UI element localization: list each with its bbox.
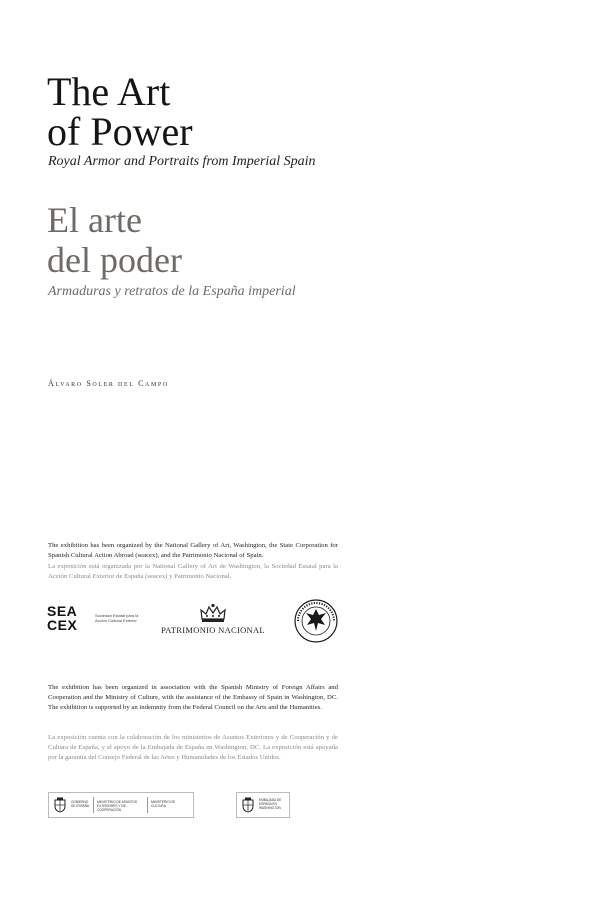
patrimonio-nacional-logo (158, 603, 268, 641)
seacex-logo (47, 604, 157, 638)
gov-divider (93, 797, 94, 813)
seacex-mark-line2: CEX (47, 617, 78, 633)
patrimonio-label: PATRIMONIO NACIONAL (161, 625, 265, 635)
title-english (47, 69, 193, 154)
author-name: Álvaro Soler del Campo (48, 379, 169, 388)
seacex-mark (47, 604, 77, 632)
national-gallery-seal-icon (294, 599, 338, 643)
gov-divider (147, 797, 148, 813)
credits-1-spanish: La exposición está organizada por la National Gallery of Art de Washington, la Sociedad Estatal para la Acción Cultural Exterior de España (seacex) y Patrimonio Nacional. (48, 563, 338, 580)
crown-icon (198, 603, 228, 623)
ministry-culture-label: MINISTERIO DE CULTURA (151, 800, 175, 808)
credits-1-english: The exhibition has been organized by the National Gallery of Art, Washington, the State Corporation for Spanish Cultural Action Abroad (seacex), and the Patrimonio Nacional of Spain. (48, 542, 338, 559)
nga-seal-text (338, 599, 339, 600)
subtitle-spanish: Armaduras y retratos de la España imperial (48, 284, 296, 299)
subtitle-english: Royal Armor and Portraits from Imperial Spain (48, 154, 316, 169)
credits-2-spanish: La exposición cuenta con la colaboración de los ministerios de Asuntos Exteriores y de Cooperación y de Cultura de España, y el apoyo de la Embajada de España en Washington, DC. La exposición está apoyada por la garantía del Consejo Federal de las Artes y Humanidades de los Estados Unidos. (48, 734, 338, 761)
government-of-spain-logo (48, 792, 194, 818)
title-spanish (47, 200, 182, 280)
title-es-line1: El arte (47, 200, 142, 240)
title-en-line1: The Art (47, 69, 171, 114)
title-en-line2: of Power (47, 109, 193, 154)
ministry-foreign-affairs-label: MINISTERIO DE ASUNTOS EXTERIORES Y DE COOPERACIÓN (97, 800, 137, 812)
embassy-label: EMBAJADA DE ESPAÑA EN WASHINGTON (259, 798, 282, 810)
seacex-mark-line1: SEA (47, 603, 78, 619)
spanish-coat-of-arms-icon (241, 797, 255, 813)
seacex-caption: Sociedad Estatal para la Acción Cultural Exterior (95, 613, 139, 623)
credits-2-english: The exhibition has been organized in association with the Spanish Ministry of Foreign Affairs and Cooperation and the Ministry of Culture, with the assistance of the Embassy of Spain in Washington, DC. The exhibition is supported by an indemnity from the Federal Council on the Arts and the Humanities. (48, 684, 338, 711)
title-es-line2: del poder (47, 240, 182, 280)
spanish-coat-of-arms-icon (53, 797, 67, 813)
gov-label: GOBIERNO DE ESPAÑA (71, 800, 90, 808)
embassy-of-spain-logo (236, 792, 290, 818)
nga-seal-logo (294, 599, 338, 643)
